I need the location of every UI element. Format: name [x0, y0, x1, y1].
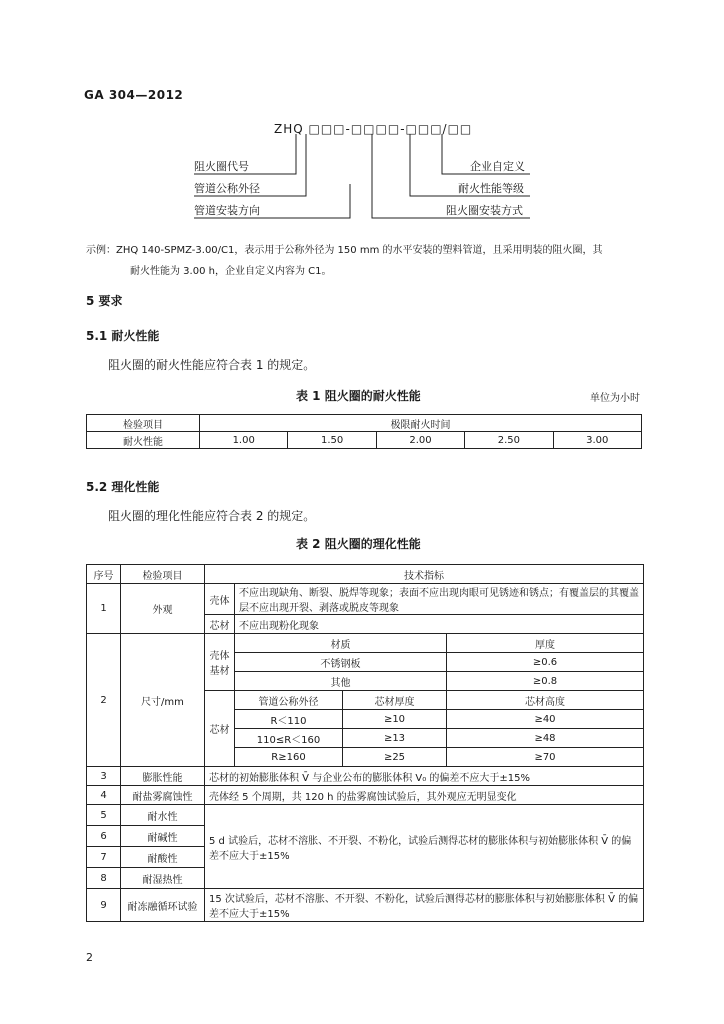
cell: ≥70 [447, 748, 644, 767]
cell: R＜110 [235, 710, 343, 729]
row-item: 尺寸/mm [121, 634, 205, 767]
table-2 [86, 564, 644, 922]
spec-text: 芯材的初始膨胀体积 V̄ 与企业公布的膨胀体积 V₀ 的偏差不应大于±15% [205, 767, 644, 786]
cell: ≥40 [447, 710, 644, 729]
table-1-head-time: 极限耐火时间 [200, 415, 642, 432]
cell: ≥25 [343, 748, 447, 767]
cell: ≥48 [447, 729, 644, 748]
table-1-value: 2.00 [376, 432, 464, 449]
sub-label: 壳体基材 [205, 634, 235, 691]
row-item: 耐冻融循环试验 [121, 889, 205, 922]
standard-header: GA 304—2012 [84, 88, 184, 102]
row-no: 8 [87, 868, 121, 889]
spec-text: 15 次试验后，芯材不溶胀、不开裂、不粉化，试验后测得芯材的膨胀体积与初始膨胀体积 V̄ 的偏差不应大于±15% [205, 889, 644, 922]
table-1-caption: 表 1 阻火圈的耐火性能 [296, 389, 421, 403]
label-pipe-diameter: 管道公称外径 [194, 182, 260, 195]
label-enterprise-defined: 企业自定义 [470, 160, 525, 173]
table-1-value: 1.00 [200, 432, 288, 449]
example-line-1: 示例：ZHQ 140-SPMZ-3.00/C1，表示用于公称外径为 150 mm 的水平安装的塑料管道，且采用明装的阻火圈，其 [86, 245, 603, 256]
section-5-1-heading: 5.1 耐火性能 [86, 329, 160, 343]
row-no: 1 [87, 584, 121, 634]
cell: ≥0.8 [447, 672, 644, 691]
row-no: 2 [87, 634, 121, 767]
table-row [87, 805, 644, 826]
table-2-head-no: 序号 [87, 565, 121, 584]
table-1-value: 3.00 [553, 432, 641, 449]
table-2-head-spec: 技术指标 [205, 565, 644, 584]
row-item: 耐碱性 [121, 826, 205, 847]
section-5-2-heading: 5.2 理化性能 [86, 480, 160, 494]
sub-label: 芯材 [205, 691, 235, 767]
table-1-value: 1.50 [288, 432, 376, 449]
example-paragraph [86, 240, 646, 282]
section-5-1-text: 阻火圈的耐火性能应符合表 1 的规定。 [108, 358, 316, 372]
table-row [87, 786, 644, 805]
table-1-unit: 单位为小时 [590, 393, 640, 404]
row-item: 耐水性 [121, 805, 205, 826]
row-no: 7 [87, 847, 121, 868]
table-2-head-item: 检验项目 [121, 565, 205, 584]
cell: 不锈钢板 [235, 653, 447, 672]
row-no: 3 [87, 767, 121, 786]
label-fire-collar-code: 阻火圈代号 [194, 160, 249, 173]
page-number: 2 [86, 951, 93, 964]
row-item: 耐盐雾腐蚀性 [121, 786, 205, 805]
table-row [87, 432, 642, 449]
sub-label: 壳体 [205, 584, 235, 615]
cell: R≥160 [235, 748, 343, 767]
table-row [87, 584, 644, 615]
row-item: 外观 [121, 584, 205, 634]
table-1-head-item: 检验项目 [87, 415, 200, 432]
table-row [87, 565, 644, 584]
cell-header: 厚度 [447, 634, 644, 653]
table-1-row-label: 耐火性能 [87, 432, 200, 449]
row-no: 5 [87, 805, 121, 826]
cell: ≥0.6 [447, 653, 644, 672]
table-1 [86, 414, 642, 449]
spec-text: 不应出现粉化现象 [235, 615, 644, 634]
spec-text: 5 d 试验后，芯材不溶胀、不开裂、不粉化，试验后测得芯材的膨胀体积与初始膨胀体积 V̄ 的偏差不应大于±15% [205, 805, 644, 889]
cell: 110≤R＜160 [235, 729, 343, 748]
spec-text: 不应出现缺角、断裂、脱焊等现象；表面不应出现肉眼可见锈迹和锈点；有覆盖层的其覆盖层不应出现开裂、剥落或脱皮等现象 [235, 584, 644, 615]
label-pipe-direction: 管道安装方向 [194, 204, 260, 217]
row-no: 4 [87, 786, 121, 805]
section-5-heading: 5 要求 [86, 294, 123, 308]
row-item: 膨胀性能 [121, 767, 205, 786]
designation-code: ZHQ □□□-□□□□-□□□/□□ [274, 122, 473, 136]
cell: ≥13 [343, 729, 447, 748]
table-row [87, 767, 644, 786]
table-2-caption: 表 2 阻火圈的理化性能 [296, 537, 421, 551]
label-install-method: 阻火圈安装方式 [446, 204, 523, 217]
cell-header: 芯材厚度 [343, 691, 447, 710]
table-row [87, 889, 644, 922]
table-1-value: 2.50 [465, 432, 553, 449]
row-no: 9 [87, 889, 121, 922]
label-fire-rating: 耐火性能等级 [458, 182, 524, 195]
sub-label: 芯材 [205, 615, 235, 634]
cell-header: 材质 [235, 634, 447, 653]
cell: ≥10 [343, 710, 447, 729]
row-no: 6 [87, 826, 121, 847]
table-row [87, 634, 644, 653]
cell: 其他 [235, 672, 447, 691]
cell-header: 芯材高度 [447, 691, 644, 710]
row-item: 耐酸性 [121, 847, 205, 868]
section-5-2-text: 阻火圈的理化性能应符合表 2 的规定。 [108, 509, 316, 523]
table-row [87, 415, 642, 432]
spec-text: 壳体经 5 个周期，共 120 h 的盐雾腐蚀试验后，其外观应无明显变化 [205, 786, 644, 805]
row-item: 耐湿热性 [121, 868, 205, 889]
cell-header: 管道公称外径 [235, 691, 343, 710]
example-line-2: 耐火性能为 3.00 h，企业自定义内容为 C1。 [130, 266, 332, 277]
